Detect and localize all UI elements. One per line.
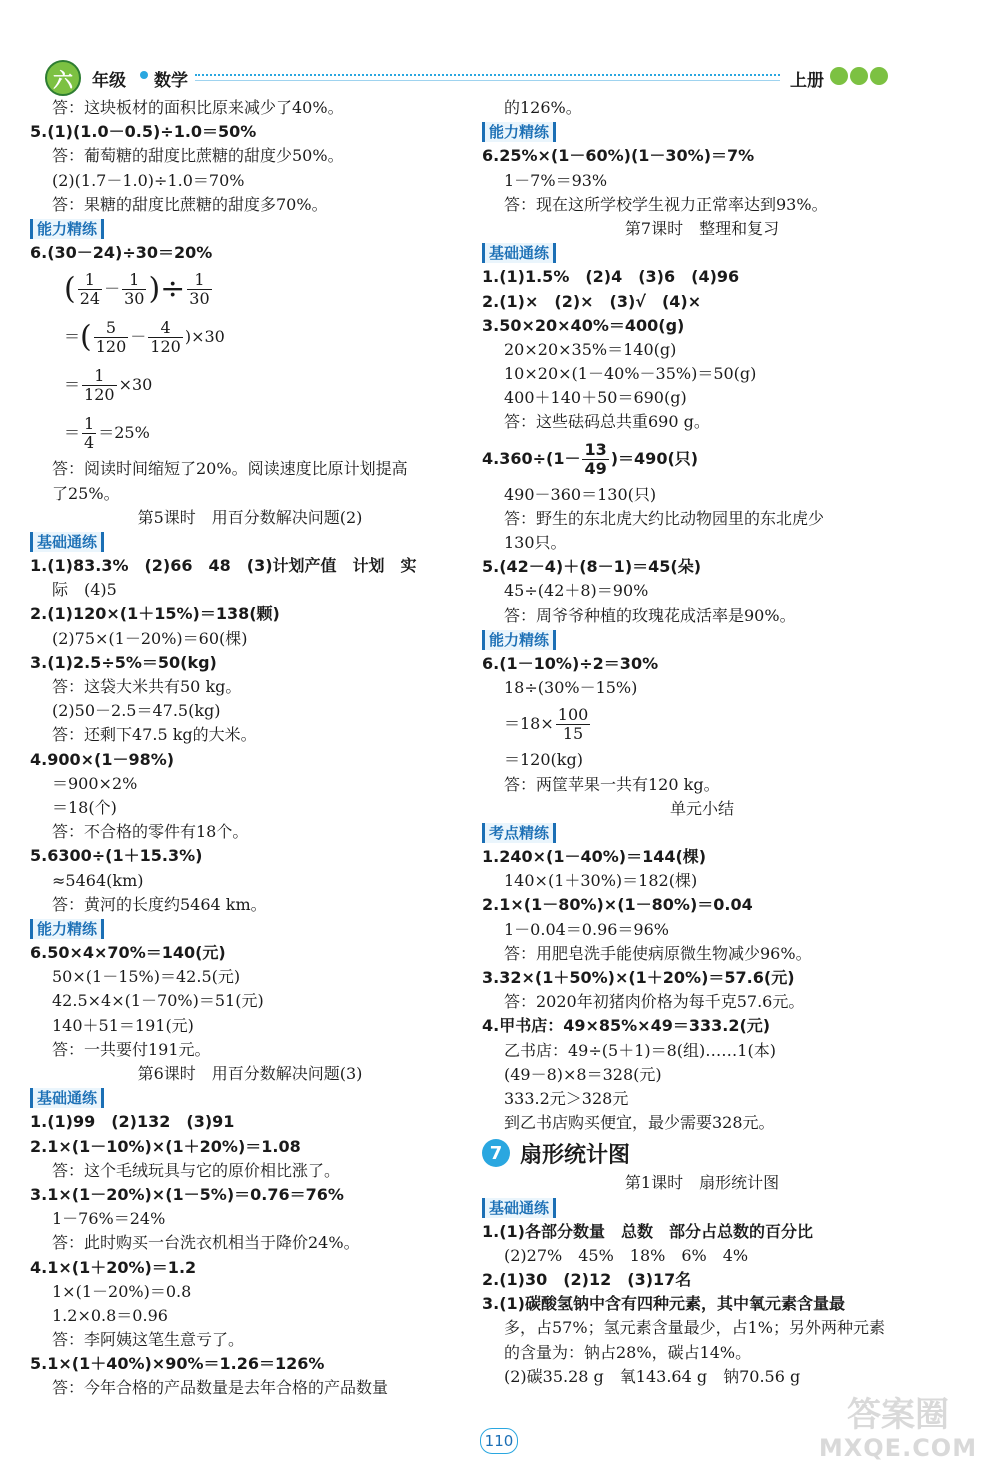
- answer-line: 答：不合格的零件有18个。: [52, 822, 249, 842]
- problem-line: 5.1×(1＋40%)×90%＝1.26＝126%: [30, 1354, 325, 1374]
- problem-line: (2)75×(1－20%)＝60(棵): [52, 628, 248, 648]
- problem-line: 140×(1＋30%)＝182(棵): [504, 871, 698, 891]
- problem-line: ＝120(kg): [504, 750, 583, 770]
- answer-line: 答：这个毛绒玩具与它的原价相比涨了。: [52, 1160, 341, 1180]
- problem-line: ＝18(个): [52, 797, 117, 817]
- problem-line: 490－360＝130(只): [504, 484, 657, 504]
- section-tag: 能力精练: [30, 919, 104, 939]
- problem-line: 4.甲书店：49×85%×49＝333.2(元): [482, 1016, 771, 1036]
- problem-line: 5.(1)(1.0－0.5)÷1.0＝50%: [30, 122, 257, 142]
- grade-badge: 六: [45, 60, 81, 96]
- problem-line: ＝900×2%: [52, 773, 138, 793]
- answer-line: 答：黄河的长度约5464 km。: [52, 894, 267, 914]
- section-tag: 能力精练: [30, 219, 104, 239]
- problem-line: 5.6300÷(1＋15.3%): [30, 846, 203, 866]
- answer-line: 了25%。: [52, 483, 120, 503]
- lesson-title: 第5课时 用百分数解决问题(2): [137, 507, 363, 527]
- section-tag: 基础通练: [30, 532, 104, 552]
- header-subject: 数学: [154, 71, 188, 91]
- problem-line: 4.1×(1＋20%)＝1.2: [30, 1257, 197, 1277]
- answer-line: 答：2020年初猪肉价格为每千克57.6元。: [504, 992, 805, 1012]
- problem-line: 333.2元＞328元: [504, 1088, 629, 1108]
- problem-line: 1.(1)1.5% (2)4 (3)6 (4)96: [482, 267, 740, 287]
- problem-line: 3.(1)2.5÷5%＝50(kg): [30, 652, 217, 672]
- answer-line: 答：两筐苹果一共有120 kg。: [504, 774, 720, 794]
- problem-line: (49－8)×8＝328(元): [504, 1064, 662, 1084]
- lesson-title: 第1课时 扇形统计图: [624, 1173, 780, 1193]
- answer-line: 答：用肥皂洗手能使病原微生物减少96%。: [504, 943, 812, 963]
- section-tag: 基础通练: [482, 243, 556, 263]
- fraction-line: ＝ $\frac{1}{120}$ ×30: [64, 366, 153, 405]
- answer-line: 答：周爷爷种植的玫瑰花成活率是90%。: [504, 605, 796, 625]
- decor-dot-icon: [870, 67, 888, 85]
- problem-line: 6.50×4×70%＝140(元): [30, 943, 226, 963]
- problem-line: 3.1×(1－20%)×(1－5%)＝0.76＝76%: [30, 1184, 344, 1204]
- problem-line: 的含量为：钠占28%，碳占14%。: [504, 1342, 752, 1362]
- answer-line: 到乙书店购买便宜，最少需要328元。: [504, 1113, 775, 1133]
- answer-line: 答：此时购买一台洗衣机相当于降价24%。: [52, 1233, 360, 1253]
- lesson-title: 第6课时 用百分数解决问题(3): [137, 1064, 363, 1083]
- problem-line: 20×20×35%＝140(g): [504, 339, 677, 359]
- answer-line: 答：今年合格的产品数量是去年合格的产品数量: [52, 1378, 389, 1398]
- left-column: [30, 96, 470, 1401]
- fraction-line: ( $\frac{1}{24}$ － $\frac{1}{30}$ )÷ $\frac{1}{30}$: [64, 270, 210, 309]
- decor-dot-icon: [850, 67, 868, 85]
- problem-line: 多，占57%；氢元素含量最少，占1%；另外两种元素: [504, 1318, 885, 1338]
- header-divider: [195, 74, 780, 76]
- problem-line: 140＋51＝191(元): [52, 1015, 194, 1035]
- problem-line: 2.1×(1－10%)×(1＋20%)＝1.08: [30, 1136, 301, 1156]
- section-tag: 能力精练: [482, 630, 556, 650]
- header-grade: 年级: [92, 71, 126, 91]
- answer-line: 答：一共要付191元。: [52, 1039, 211, 1059]
- answer-line: 答：果糖的甜度比蔗糖的甜度多70%。: [52, 194, 328, 214]
- page-header: [0, 0, 1000, 96]
- unit-number-badge: 7: [482, 1139, 510, 1167]
- problem-line: 3.50×20×40%＝400(g): [482, 315, 685, 335]
- lesson-title: 单元小结: [669, 798, 734, 818]
- problem-line: 1×(1－20%)＝0.8: [52, 1281, 192, 1301]
- problem-line: 1.(1)99 (2)132 (3)91: [30, 1112, 235, 1132]
- page-number: 110: [480, 1428, 518, 1454]
- problem-line: 5.(42－4)＋(8－1)＝45(朵): [482, 557, 702, 577]
- problem-line: 际 (4)5: [52, 580, 117, 600]
- problem-line: 42.5×4×(1－70%)＝51(元): [52, 991, 264, 1011]
- header-dot-icon: [140, 71, 148, 79]
- fraction-line: ＝( $\frac{5}{120}$ － $\frac{4}{120}$ )×30: [64, 318, 225, 357]
- problem-line: 400＋140＋50＝690(g): [504, 388, 687, 408]
- problem-line: (2)27% 45% 18% 6% 4%: [504, 1245, 749, 1265]
- problem-line: 乙书店：49÷(5＋1)＝8(组)……1(本): [504, 1040, 776, 1060]
- answer-line: 答：葡萄糖的甜度比蔗糖的甜度少50%。: [52, 146, 344, 166]
- answer-line: 答：这些砝码总共重690 g。: [504, 412, 710, 432]
- problem-line: 6.25%×(1－60%)(1－30%)＝7%: [482, 146, 755, 166]
- problem-line: 1.240×(1－40%)＝144(棵): [482, 847, 707, 867]
- answer-line: 答：这袋大米共有50 kg。: [52, 677, 242, 696]
- watermark-logo: 答案圈 MXQE.COM: [818, 1395, 978, 1462]
- answer-line: 130只。: [504, 533, 567, 552]
- problem-line: (2)50－2.5＝47.5(kg): [52, 701, 221, 721]
- problem-line: 6.(30－24)÷30＝20%: [30, 243, 213, 263]
- problem-line: 1.2×0.8＝0.96: [52, 1305, 168, 1325]
- section-tag: 考点精练: [482, 823, 556, 843]
- problem-line: 4.900×(1－98%): [30, 749, 175, 769]
- problem-line: 1.(1)83.3% (2)66 48 (3)计划产值 计划 实: [30, 556, 417, 576]
- problem-line: 45÷(42＋8)＝90%: [504, 581, 649, 601]
- answer-line: 答：野生的东北虎大约比动物园里的东北虎少: [504, 508, 825, 528]
- unit-heading: [482, 1135, 922, 1171]
- problem-line: 1－76%＝24%: [52, 1209, 166, 1229]
- problem-line: 2.(1)30 (2)12 (3)17名: [482, 1270, 692, 1290]
- problem-line: (2)碳35.28 g 氧143.64 g 钠70.56 g: [504, 1366, 801, 1386]
- lesson-title: 第7课时 整理和复习: [624, 218, 780, 238]
- fraction-line: ＝ $\frac{1}{4}$ ＝25%: [64, 414, 150, 453]
- problem-line: 1.(1)各部分数量 总数 部分占总数的百分比: [482, 1221, 813, 1241]
- problem-line: 2.1×(1－80%)×(1－80%)＝0.04: [482, 895, 753, 915]
- header-divider-2: [195, 80, 780, 81]
- problem-line: ≈5464(km): [52, 870, 144, 890]
- answer-line: 答：这块板材的面积比原来减少了40%。: [52, 98, 344, 117]
- problem-line: 10×20×(1－40%－35%)＝50(g): [504, 364, 757, 384]
- problem-line: 6.(1－10%)÷2＝30%: [482, 653, 659, 673]
- problem-line: 2.(1)× (2)× (3)√ (4)×: [482, 291, 702, 311]
- decor-dot-icon: [830, 67, 848, 85]
- section-tag: 基础通练: [30, 1088, 104, 1108]
- answer-line: 的126%。: [504, 98, 582, 117]
- problem-line: 3.32×(1＋50%)×(1＋20%)＝57.6(元): [482, 968, 795, 987]
- problem-line: 1－0.04＝0.96＝96%: [504, 919, 669, 939]
- right-column: [482, 96, 922, 1389]
- problem-line: (2)(1.7－1.0)÷1.0＝70%: [52, 170, 245, 190]
- problem-line: 1－7%＝93%: [504, 170, 608, 190]
- header-decoration: [830, 67, 890, 85]
- section-tag: 基础通练: [482, 1198, 556, 1218]
- answer-line: 答：还剩下47.5 kg的大米。: [52, 725, 257, 745]
- fraction-line: 4.360÷(1－ $\frac{13}{49}$ )＝490(只): [482, 439, 699, 478]
- answer-line: 答：李阿姨这笔生意亏了。: [52, 1330, 245, 1350]
- problem-line: 18÷(30%－15%): [504, 678, 638, 698]
- unit-title: 扇形统计图: [520, 1142, 631, 1168]
- section-tag: 能力精练: [482, 122, 556, 142]
- header-volume: 上册: [790, 71, 824, 91]
- answer-line: 答：阅读时间缩短了20%。阅读速度比原计划提高: [52, 459, 408, 479]
- fraction-line: ＝18× $\frac{100}{15}$: [504, 705, 589, 744]
- problem-line: 2.(1)120×(1＋15%)＝138(颗): [30, 604, 280, 624]
- problem-line: 50×(1－15%)＝42.5(元): [52, 967, 241, 987]
- answer-line: 答：现在这所学校学生视力正常率达到93%。: [504, 194, 828, 214]
- problem-line: 3.(1)碳酸氢钠中含有四种元素，其中氧元素含量最: [482, 1294, 845, 1314]
